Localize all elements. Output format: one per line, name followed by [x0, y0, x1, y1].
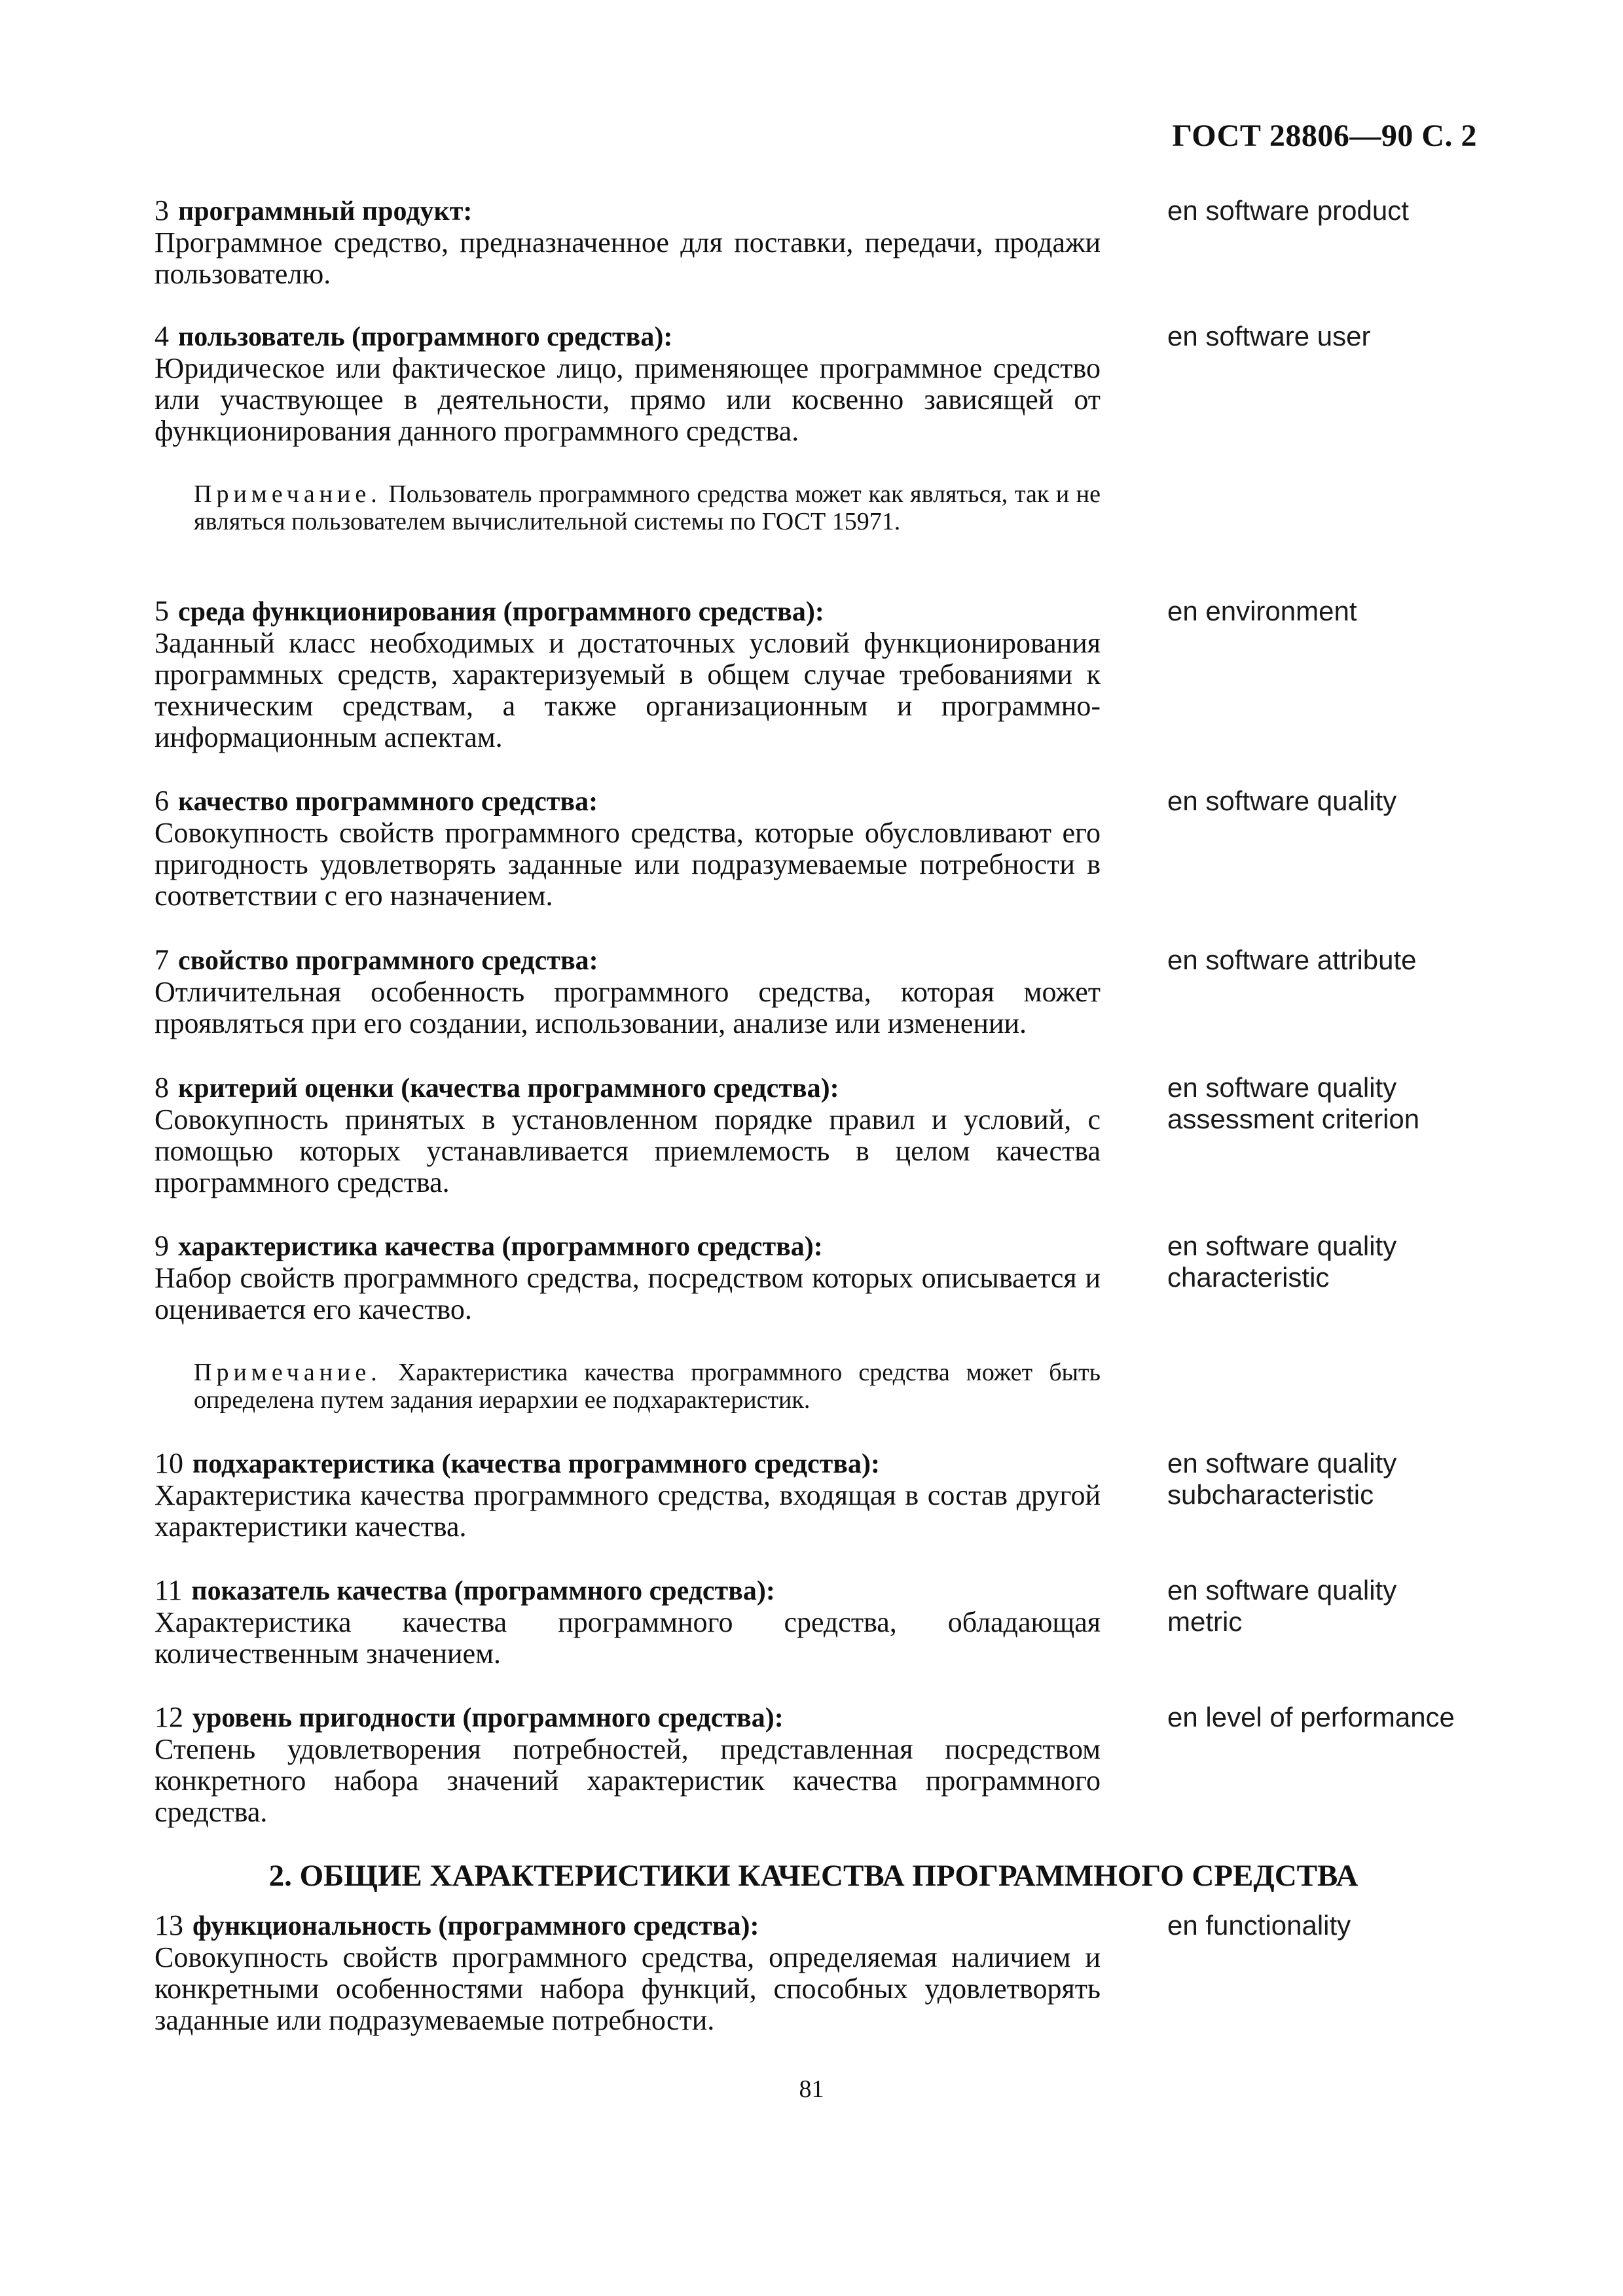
- term-entry-4: [155, 321, 1101, 447]
- english-equivalent: en functionality: [1167, 1910, 1351, 1941]
- term-definition: Набор свойств программного средства, посредством которых описывается и оценивается его качество.: [155, 1262, 1101, 1325]
- term-number: 3: [155, 194, 169, 226]
- term-number: 9: [155, 1230, 169, 1262]
- term-definition: Характеристика качества программного средства, входящая в состав другой характеристики качества.: [155, 1479, 1101, 1543]
- term-definition: Совокупность принятых в установленном порядке правил и условий, с помощью которых устанавливается приемлемость в целом качества программного средства.: [155, 1103, 1101, 1198]
- term-title: качество программного средства:: [178, 787, 598, 817]
- english-equivalent: en software user: [1167, 321, 1371, 351]
- term-entry-9: [155, 1230, 1101, 1325]
- note-2: [194, 1359, 1101, 1414]
- term-definition: Юридическое или фактическое лицо, применяющее программное средство или участвующее в деятельности, прямо или косвенно зависящей от функционирования данного программного средства.: [155, 352, 1101, 447]
- term-title: критерий оценки (качества программного средства):: [178, 1073, 839, 1103]
- term-title: среда функционирования (программного средства):: [178, 597, 824, 627]
- term-entry-7: [155, 944, 1101, 1039]
- section-heading: 2. ОБЩИЕ ХАРАКТЕРИСТИКИ КАЧЕСТВА ПРОГРАММНОГО СРЕДСТВА: [268, 1859, 1359, 1893]
- term-number: 12: [155, 1701, 183, 1733]
- note-text: Характеристика качества программного средства может быть определена путем задания иерархии ее подхарактеристик.: [194, 1359, 1101, 1414]
- english-equivalent: en software quality assessment criterion: [1167, 1072, 1420, 1134]
- note-text: Пользователь программного средства может как являться, так и не являться пользователем вычислительной системы по ГОСТ 15971.: [194, 480, 1101, 535]
- term-title: подхарактеристика (качества программного средства):: [192, 1449, 880, 1479]
- term-title: характеристика качества (программного средства):: [178, 1232, 823, 1262]
- term-definition: Совокупность свойств программного средства, которые обусловливают его пригодность удовлетворять заданные или подразумеваемые потребности в соответствии с его назначением.: [155, 817, 1101, 912]
- term-entry-13: [155, 1910, 1101, 2036]
- term-title: пользователь (программного средства):: [178, 322, 673, 352]
- english-equivalent: en software quality metric: [1167, 1575, 1397, 1637]
- term-entry-12: [155, 1702, 1101, 1828]
- term-title: функциональность (программного средства):: [192, 1911, 759, 1941]
- term-entry-10: [155, 1448, 1101, 1543]
- term-number: 10: [155, 1447, 183, 1479]
- term-definition: Характеристика качества программного средства, обладающая количественным значением.: [155, 1606, 1101, 1670]
- english-equivalent: en software quality: [1167, 785, 1397, 816]
- term-definition: Степень удовлетворения потребностей, представленная посредством конкретного набора значений характеристик качества программного средства.: [155, 1733, 1101, 1828]
- term-entry-6: [155, 785, 1101, 912]
- note-label: Примечание.: [194, 1359, 382, 1386]
- term-definition: Совокупность свойств программного средства, определяемая наличием и конкретными особенностями набора функций, способных удовлетворять заданные или подразумеваемые потребности.: [155, 1941, 1101, 2036]
- term-definition: Программное средство, предназначенное для поставки, передачи, продажи пользователю.: [155, 226, 1101, 290]
- term-definition: Отличительная особенность программного средства, которая может проявляться при его создании, использовании, анализе или изменении.: [155, 976, 1101, 1039]
- english-equivalent: en level of performance: [1167, 1702, 1455, 1732]
- term-definition: Заданный класс необходимых и достаточных условий функционирования программных средств, характеризуемый в общем случае требованиями к техническим средствам, а также организационным и программно-информационным аспектам.: [155, 627, 1101, 753]
- note-1: [194, 480, 1101, 535]
- english-equivalent: en software attribute: [1167, 944, 1417, 975]
- note-label: Примечание.: [194, 480, 382, 508]
- term-entry-8: [155, 1072, 1101, 1198]
- page-number: 81: [799, 2075, 824, 2103]
- term-number: 8: [155, 1071, 169, 1103]
- term-entry-11: [155, 1575, 1101, 1670]
- term-number: 7: [155, 944, 169, 976]
- term-entry-5: [155, 596, 1101, 753]
- term-title: показатель качества (программного средства):: [191, 1576, 775, 1606]
- term-title: свойство программного средства:: [178, 946, 598, 976]
- english-equivalent: en environment: [1167, 596, 1357, 626]
- term-number: 13: [155, 1909, 183, 1941]
- term-number: 11: [155, 1574, 183, 1606]
- term-number: 5: [155, 595, 169, 627]
- english-equivalent: en software product: [1167, 195, 1409, 226]
- term-number: 6: [155, 785, 169, 817]
- term-number: 4: [155, 320, 169, 352]
- term-title: уровень пригодности (программного средства):: [192, 1703, 784, 1733]
- page-header: ГОСТ 28806—90 С. 2: [1172, 118, 1477, 153]
- term-title: программный продукт:: [178, 196, 473, 226]
- english-equivalent: en software quality characteristic: [1167, 1230, 1397, 1293]
- english-equivalent: en software quality subcharacteristic: [1167, 1448, 1397, 1510]
- term-entry-3: [155, 195, 1101, 290]
